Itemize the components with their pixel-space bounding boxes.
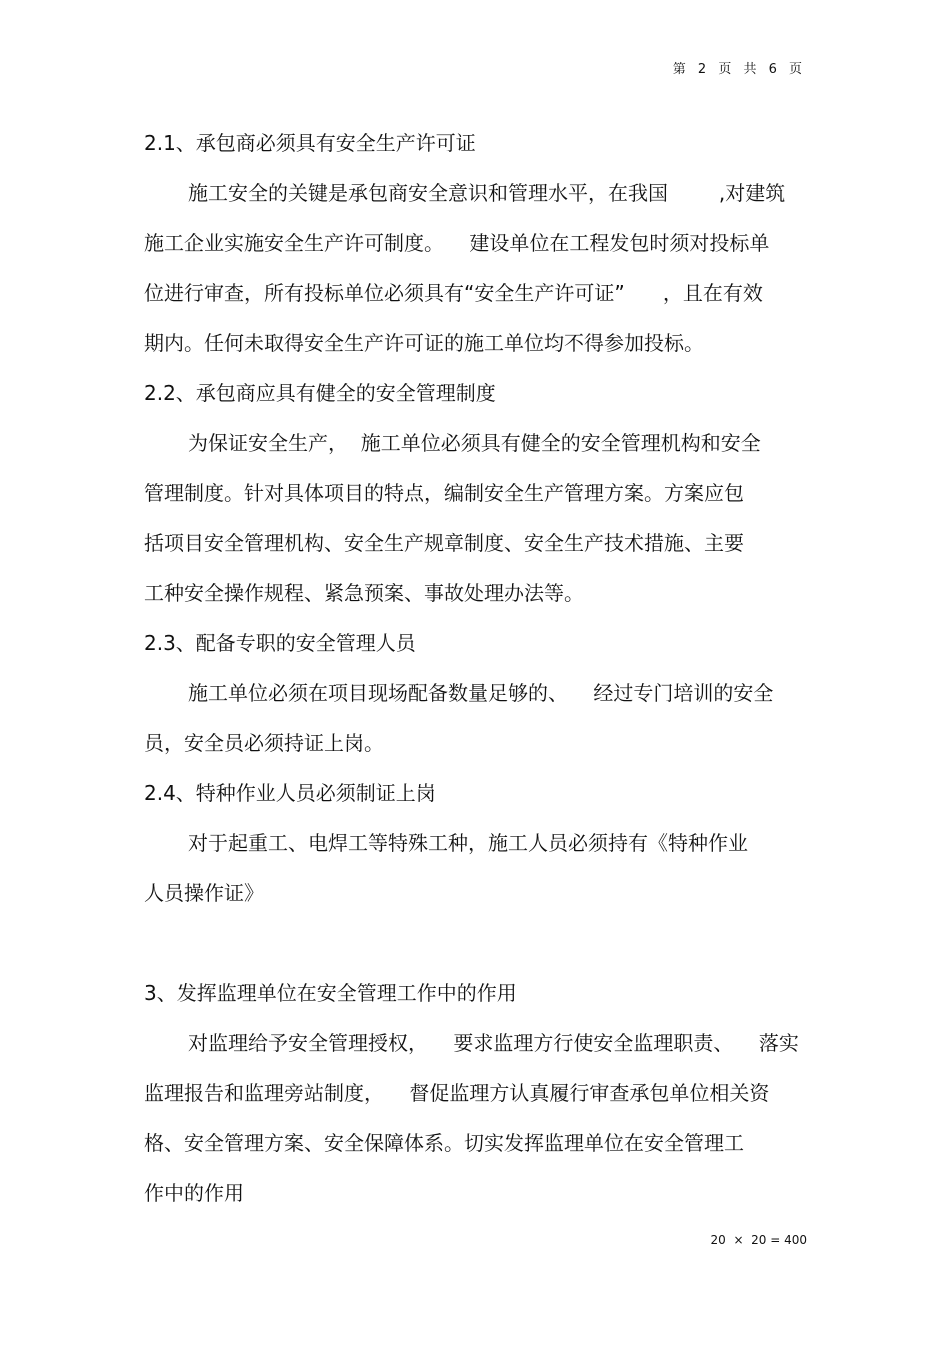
section-heading: 2.3、配备专职的安全管理人员 — [144, 631, 416, 655]
paragraph-line: 管理制度。针对具体项目的特点，编制安全生产管理方案。方案应包 — [144, 481, 744, 505]
paragraph-line: 格、安全管理方案、安全保障体系。切实发挥监理单位在安全管理工 — [144, 1131, 744, 1155]
paragraph-line: 人员操作证》 — [144, 881, 264, 905]
document-body — [144, 125, 814, 1225]
paragraph-line: 施工单位必须在项目现场配备数量足够的、 经过专门培训的安全 — [188, 681, 774, 705]
section-heading: 2.2、承包商应具有健全的安全管理制度 — [144, 381, 496, 405]
paragraph-line: 工种安全操作规程、紧急预案、事故处理办法等。 — [144, 581, 584, 605]
paragraph-line: 监理报告和监理旁站制度， 督促监理方认真履行审查承包单位相关资 — [144, 1081, 770, 1105]
section-spacer — [144, 925, 814, 975]
paragraph-line: 对于起重工、电焊工等特殊工种，施工人员必须持有《特种作业 — [188, 831, 748, 855]
grid-note: 20 × 20 = 400 — [710, 1233, 807, 1247]
paragraph-line: 期内。任何未取得安全生产许可证的施工单位均不得参加投标。 — [144, 331, 704, 355]
paragraph-line: 对监理给予安全管理授权， 要求监理方行使安全监理职责、 落实 — [188, 1031, 799, 1055]
section-heading: 3、发挥监理单位在安全管理工作中的作用 — [144, 981, 517, 1005]
paragraph-line: 作中的作用 — [144, 1181, 244, 1205]
paragraph-line: 位进行审查，所有投标单位必须具有“安全生产许可证” ，且在有效 — [144, 281, 763, 305]
section-heading: 2.4、特种作业人员必须制证上岗 — [144, 781, 436, 805]
paragraph-line: 为保证安全生产， 施工单位必须具有健全的安全管理机构和安全 — [188, 431, 761, 455]
paragraph-line: 员，安全员必须持证上岗。 — [144, 731, 384, 755]
paragraph-line: 施工企业实施安全生产许可制度。 建设单位在工程发包时须对投标单 — [144, 231, 770, 255]
paragraph-line: 括项目安全管理机构、安全生产规章制度、安全生产技术措施、主要 — [144, 531, 744, 555]
page-number: 第 2 页 共 6 页 — [672, 62, 806, 77]
section-heading: 2.1、承包商必须具有安全生产许可证 — [144, 131, 476, 155]
paragraph-line: 施工安全的关键是承包商安全意识和管理水平，在我国 ,对建筑 — [188, 181, 786, 205]
